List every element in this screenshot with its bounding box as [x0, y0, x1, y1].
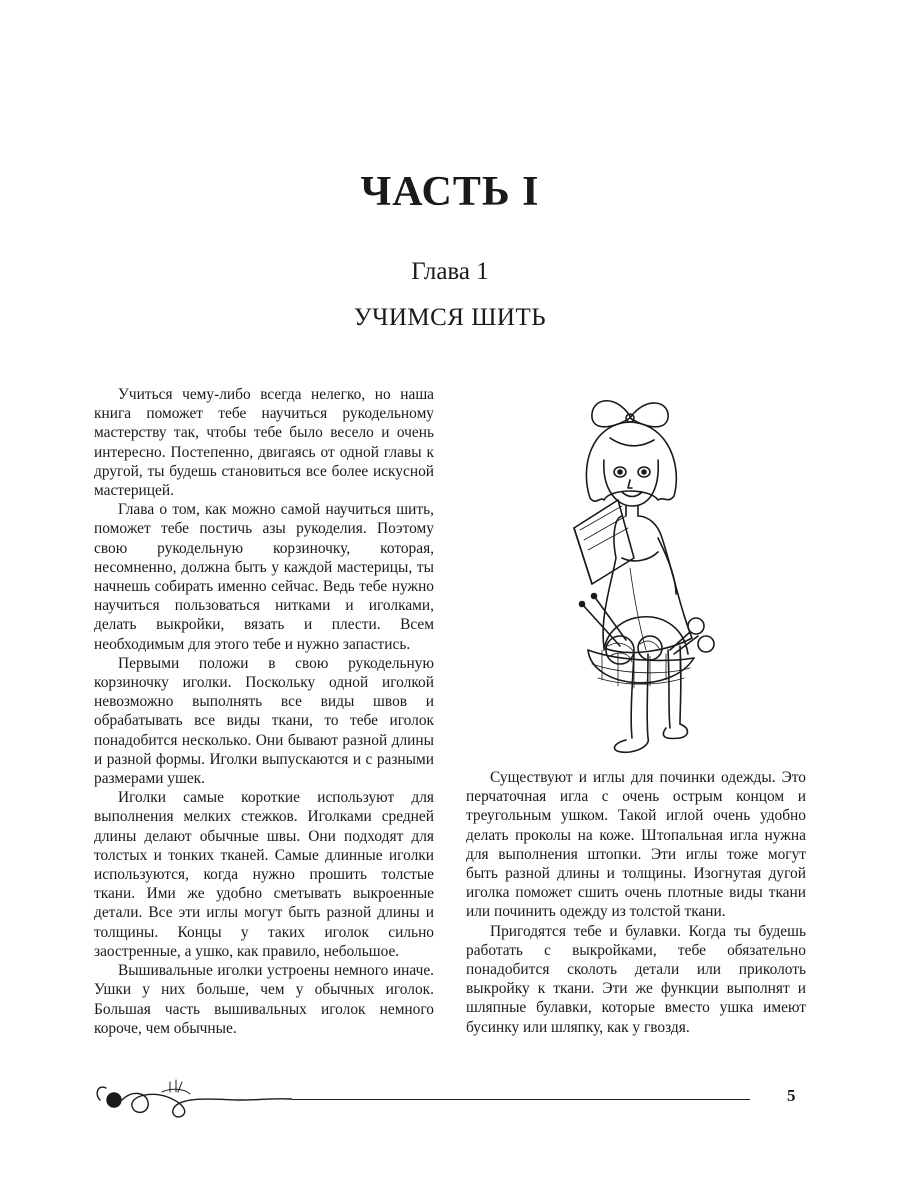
paragraph: Глава о том, как можно самой научиться шить, поможет тебе постичь азы рукоделия. Поэтому свою рукодельную корзиночку, которая, несомненно, должна быть у каждой мастерицы, ты начнешь собирать именно сейчас. Ведь тебе нужно научиться пользоваться нитками и иголками, делать выкройки, вязать и плести. Всем необходимым для этого тебе и нужно запастись.	[94, 501, 434, 653]
paragraph: Вышивальные иголки устроены немного иначе. Ушки у них больше, чем у обычных иголок. Большая часть вышивальных иголок немного короче, чем обычные.	[94, 962, 434, 1037]
girl-with-basket-illustration	[530, 388, 730, 768]
paragraph: Пригодятся тебе и булавки. Когда ты будешь работать с выкройками, тебе обязательно понадобится сколоть детали или приколоть выкройку к ткани. Эти же функции выполнят и шляпные булавки, которые вместо ушка имеют бусинку или шляпку, как у гвоздя.	[466, 922, 806, 1036]
left-text-column	[94, 385, 434, 1038]
paragraph: Учиться чему-либо всегда нелегко, но наша книга поможет тебе научиться рукодельному мастерству так, чтобы тебе было весело и очень интересно. Постепенно, двигаясь от одной главы к другой, ты будешь становиться все более искусной мастерицей.	[94, 386, 434, 500]
decorative-ornament-icon	[92, 1070, 292, 1130]
footer-rule	[292, 1099, 750, 1100]
paragraph: Существуют и иглы для починки одежды. Это перчаточная игла с очень острым концом и треугольным ушком. Такой иглой очень удобно делать проколы на коже. Штопальная игла нужна для выполнения штопки. Эти иглы тоже могут быть разной длины и толщины. Изогнутая дугой иголка поможет сшить очень плотные виды ткани или починить одежду из толстой ткани.	[466, 769, 806, 921]
chapter-title: УЧИМСЯ ШИТЬ	[353, 304, 547, 331]
right-text-column	[466, 768, 806, 1037]
paragraph: Первыми положи в свою рукодельную корзиночку иголки. Поскольку одной иголкой невозможно выполнять все виды швов и обрабатывать все виды ткани, то тебе иголок понадобится несколько. Они бывают разной длины и разной формы. Иголки выпускаются и с разными размерами ушек.	[94, 654, 434, 788]
paragraph: Иголки самые короткие используют для выполнения мелких стежков. Иголками средней длины делают обычные швы. Они подходят для толстых и тонких тканей. Самые длинные иголки используются, когда нужно прошить толстые ткани. Ими же удобно сметывать выкроенные детали. Все эти иглы могут быть разной длины и толщины. Концы у таких иголок сильно заостренные, а ушко, как правило, небольшое.	[94, 789, 434, 960]
chapter-number: Глава 1	[411, 258, 489, 285]
page-number: 5	[787, 1086, 796, 1105]
part-title: ЧАСТЬ I	[360, 169, 540, 215]
